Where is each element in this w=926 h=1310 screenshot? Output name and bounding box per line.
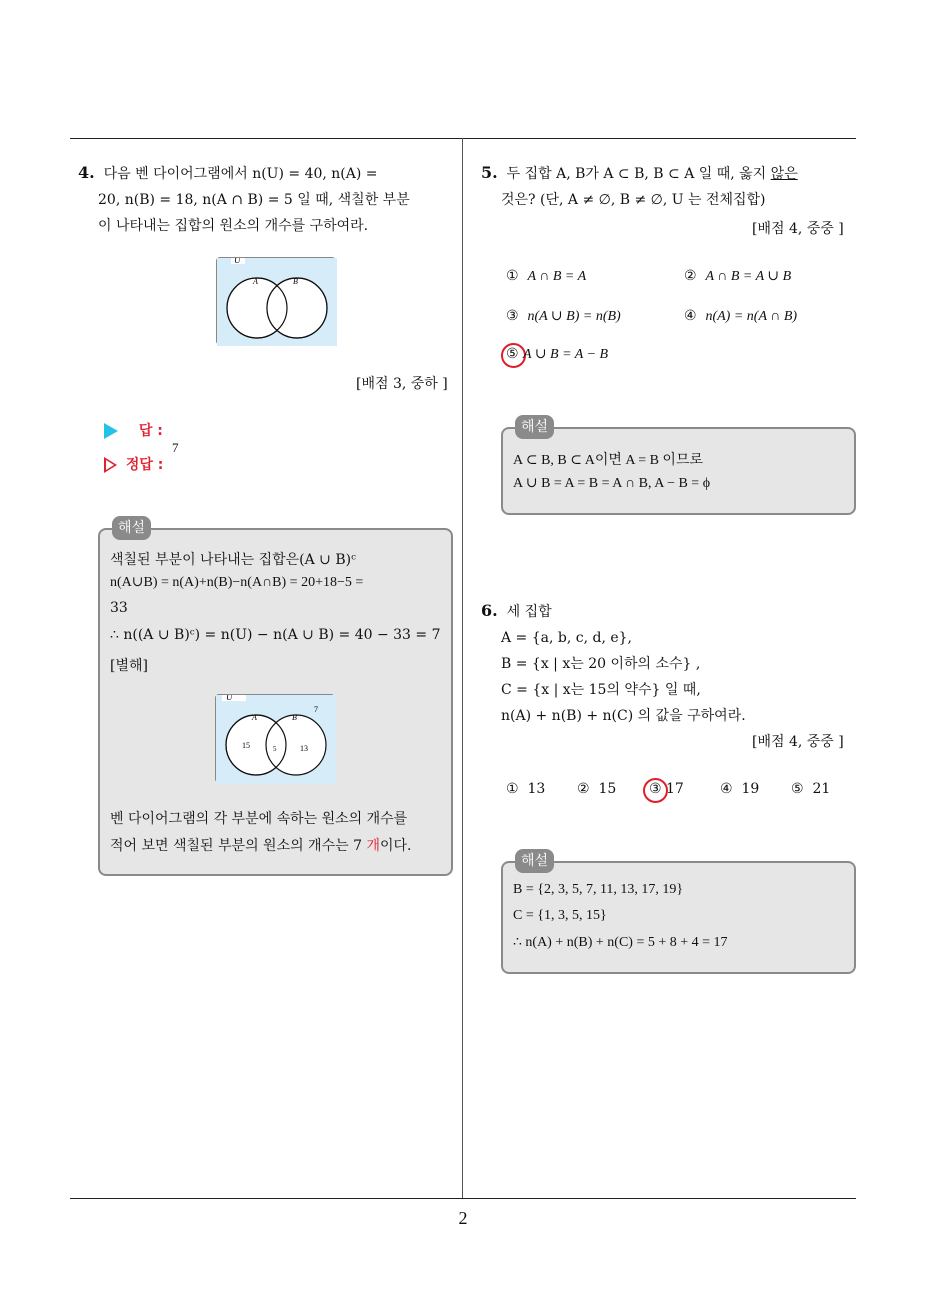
outline-arrow-icon <box>104 457 117 473</box>
choice-mark: ③ <box>649 781 662 797</box>
choice-5[interactable] <box>506 346 608 363</box>
choice-text: A ∩ B = A <box>527 269 587 284</box>
explanation-line: A ⊂ B, B ⊂ A이면 A = B 이므로 <box>513 453 704 468</box>
question-number: 6. <box>481 601 498 620</box>
choice-1[interactable] <box>506 268 586 285</box>
score-label: [배점 3, 중하 ] <box>356 376 448 392</box>
question-line: 다음 벤 다이어그램에서 n(U) = 40, n(A) = <box>103 166 378 182</box>
question-line: 20, n(B) = 18, n(A ∩ B) = 5 일 때, 색칠한 부분 <box>98 192 410 208</box>
play-arrow-icon <box>104 423 118 439</box>
venn-diagram-figure <box>217 258 337 346</box>
question-6 <box>481 598 861 729</box>
venn2-both-count: 5 <box>273 745 277 753</box>
question-5 <box>481 160 861 213</box>
question-line: 두 집합 A, B가 A ⊂ B, B ⊂ A 일 때, 옳지 <box>506 166 771 182</box>
question-line: 것은? (단, A ≠ ∅, B ≠ ∅, U 는 전체집합) <box>501 192 766 208</box>
choice-5[interactable] <box>791 781 830 797</box>
correct-answer-value: 7 <box>172 440 179 455</box>
explanation-tab: 해설 <box>515 415 554 439</box>
choice-text: 17 <box>666 781 684 797</box>
question-line: 이 나타내는 집합의 원소의 개수를 구하여라. <box>98 218 369 234</box>
explanation-line: 색칠된 부분이 나타내는 집합은(A ∪ B)ᶜ <box>110 552 356 568</box>
venn2-outside-count: 7 <box>314 705 318 714</box>
choice-2[interactable] <box>577 781 616 797</box>
score-label: [배점 4, 중중 ] <box>752 221 844 237</box>
question-number: 4. <box>78 163 95 182</box>
top-rule <box>70 138 856 139</box>
choice-text: A ∪ B = A − B <box>523 347 609 362</box>
choice-text: 13 <box>527 781 546 797</box>
choice-3[interactable] <box>506 308 621 325</box>
choice-2[interactable] <box>684 268 791 285</box>
choice-mark: ④ <box>720 781 733 797</box>
choice-mark: ⑤ <box>791 781 804 797</box>
explanation-tab: 해설 <box>515 849 554 873</box>
choice-text: n(A ∪ B) = n(B) <box>527 309 621 324</box>
venn-label-a: A <box>253 277 258 286</box>
explanation-line: n(A∪B) = n(A)+n(B)−n(A∩B) = 20+18−5 = <box>110 575 364 590</box>
explanation-tab: 해설 <box>112 516 151 540</box>
choice-4[interactable] <box>720 781 759 797</box>
page-number: 2 <box>458 1208 468 1228</box>
choice-text: 21 <box>812 781 831 797</box>
question-number: 5. <box>481 163 498 182</box>
choice-1[interactable] <box>506 781 545 797</box>
question-line: 세 집합 <box>506 604 552 620</box>
choice-mark: ⑤ <box>506 346 519 362</box>
answer-label: 답 : <box>138 423 163 439</box>
venn-diagram-solution-figure <box>216 695 336 784</box>
underlined-keyword: 않은 <box>770 166 798 182</box>
score-label: [배점 4, 중중 ] <box>752 734 844 750</box>
venn-label-u: U <box>234 258 241 265</box>
correct-answer-row <box>104 454 163 474</box>
correct-answer-label: 정답 : <box>125 457 164 473</box>
explanation-line: ∴ n((A ∪ B)ᶜ) = n(U) − n(A ∪ B) = 40 − 33 = 7 <box>110 627 441 643</box>
question-line: B = {x | x는 20 이하의 소수} , <box>501 656 701 672</box>
venn2-label-u: U <box>226 695 233 702</box>
choice-text: 19 <box>741 781 760 797</box>
explanation-line: B = {2, 3, 5, 7, 11, 13, 17, 19} <box>513 882 684 897</box>
question-line: A = {a, b, c, d, e}, <box>501 630 633 646</box>
venn2-label-b: B <box>292 713 297 722</box>
explanation-line: ∴ n(A) + n(B) + n(C) = 5 + 8 + 4 = 17 <box>513 935 728 950</box>
venn-diagram <box>216 257 336 345</box>
column-divider <box>462 138 463 1199</box>
question-line: C = {x | x는 15의 약수} 일 때, <box>501 682 701 698</box>
venn2-b-only-count: 13 <box>300 744 308 753</box>
venn2-a-only-count: 15 <box>242 741 250 750</box>
choice-mark: ③ <box>506 308 519 324</box>
choice-text: A ∩ B = A ∪ B <box>705 269 792 284</box>
explanation-line <box>110 835 411 855</box>
choice-mark: ① <box>506 781 519 797</box>
explanation-line: A ∪ B = A = B = A ∩ B, A − B = ϕ <box>513 476 711 491</box>
venn2-label-a: A <box>252 713 257 722</box>
explanation-text: 이다. <box>379 838 412 854</box>
explanation-line: 33 <box>110 600 128 616</box>
choice-text: n(A) = n(A ∩ B) <box>705 309 798 324</box>
choice-text: 15 <box>598 781 617 797</box>
bottom-rule <box>70 1198 856 1199</box>
answer-row <box>104 420 163 440</box>
choice-4[interactable] <box>684 308 797 325</box>
venn-diagram-solution <box>215 694 335 783</box>
question-line: n(A) + n(B) + n(C) 의 값을 구하여라. <box>501 708 746 724</box>
choice-3[interactable] <box>649 781 684 797</box>
explanation-line: C = {1, 3, 5, 15} <box>513 908 607 923</box>
choice-mark: ① <box>506 268 519 284</box>
explanation-text: 적어 보면 색칠된 부분의 원소의 개수는 7 <box>110 838 367 854</box>
choice-mark: ② <box>577 781 590 797</box>
choice-mark: ④ <box>684 308 697 324</box>
explanation-line: 벤 다이어그램의 각 부분에 속하는 원소의 개수를 <box>110 811 408 827</box>
explanation-box <box>501 427 856 515</box>
explanation-line: [별해] <box>110 658 148 674</box>
venn-label-b: B <box>293 277 298 286</box>
choice-mark: ② <box>684 268 697 284</box>
question-4 <box>78 160 458 239</box>
highlighted-unit: 개 <box>366 838 380 854</box>
